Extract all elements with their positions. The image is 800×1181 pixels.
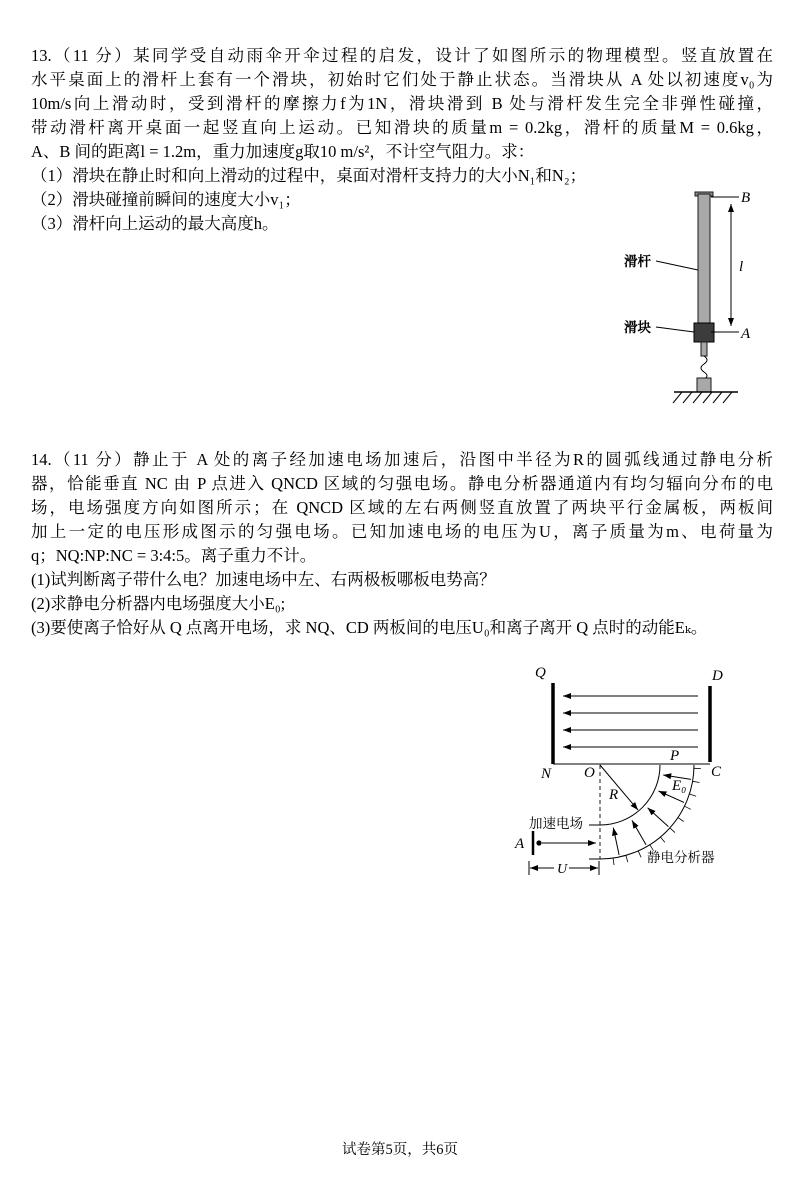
label-Q: Q (535, 665, 546, 681)
label-analyzer: 静电分析器 (647, 850, 715, 865)
problem-13-line-1: 13.（11 分）某同学受自动雨伞开伞过程的启发，设计了如图所示的物理模型。竖直放置在 (31, 46, 773, 65)
rod-lower-stem (701, 342, 707, 356)
label-slider: 滑块 (624, 320, 651, 335)
label-B: B (741, 190, 751, 206)
problem-13-diagram (598, 180, 783, 420)
problem-13-line-4: 带动滑杆离开桌面一起竖直向上运动。已知滑块的质量m = 0.2kg，滑杆的质量M = 0.6kg， (31, 118, 773, 137)
point-labels (535, 665, 723, 865)
problem-14-diagram (495, 658, 765, 893)
rod (698, 194, 710, 342)
callouts (624, 253, 698, 335)
parallel-plates (553, 683, 710, 764)
problem-13-question-1: （1）滑块在静止时和向上滑动的过程中，桌面对滑杆支持力的大小N₁和N₂； (31, 166, 587, 185)
label-rod: 滑杆 (624, 254, 651, 269)
problem-13-line-2: 水平桌面上的滑杆上套有一个滑块，初始时它们处于静止状态。当滑块从 A 处以初速度v₀为 (31, 70, 773, 89)
label-A: A (741, 326, 751, 342)
spring-squiggle (701, 356, 707, 379)
radius-R-arrow (600, 765, 638, 810)
base-pedestal (697, 378, 711, 392)
leader-slider (656, 327, 694, 332)
page-footer: 试卷第5页，共6页 (342, 1142, 458, 1158)
label-D: D (712, 668, 723, 684)
problem-14-line-3: 场，电场强度方向如图所示；在 QNCD 区域的左右两侧竖直放置了两块平行金属板，两板间 (31, 498, 773, 517)
ground (673, 392, 738, 403)
label-N: N (541, 766, 552, 782)
problem-13-question-2: （2）滑块碰撞前瞬间的速度大小v₁； (31, 190, 301, 209)
problem-13-line-5: A、B 间的距离l = 1.2m，重力加速度g取10 m/s²，不计空气阻力。求： (31, 142, 535, 161)
problem-14-question-1: (1)试判断离子带什么电？加速电场中左、右两极板哪板电势高？ (31, 570, 496, 589)
label-C: C (711, 764, 722, 780)
rod-figure (694, 192, 714, 392)
problem-13-question-3: （3）滑杆向上运动的最大高度h。 (31, 214, 279, 233)
label-O: O (584, 765, 595, 781)
problem-14-question-3: (3)要使离子恰好从 Q 点离开电场，求 NQ、CD 两板间的电压U₀和离子离开 Q 点时的动能Eₖ。 (31, 618, 708, 637)
accelerating-field (514, 815, 599, 877)
label-R: R (609, 787, 619, 803)
label-accel-field: 加速电场 (529, 816, 583, 831)
label-l: l (739, 259, 744, 275)
problem-14-question-2: (2)求静电分析器内电场强度大小E₀; (31, 594, 286, 613)
problem-14-line-5: q；NQ:NP:NC = 3:4:5。离子重力不计。 (31, 546, 317, 565)
label-P: P (670, 748, 680, 764)
label-U: U (557, 862, 568, 877)
problem-14-line-4: 加上一定的电压形成图示的匀强电场。已知加速电场的电压为U，离子质量为m、电荷量为 (31, 522, 773, 541)
problem-14-text (31, 448, 773, 640)
problem-14-line-1: 14.（11 分）静止于 A 处的离子经加速电场加速后，沿图中半径为R的圆弧线通过静电分析 (31, 450, 773, 469)
problem-13-line-3: 10m/s向上滑动时，受到滑杆的摩擦力f为1N，滑块滑到 B 处与滑杆发生完全非弹性碰撞， (31, 94, 773, 113)
label-A: A (515, 836, 525, 852)
dimension-l (711, 190, 751, 342)
problem-14-line-2: 器，恰能垂直 NC 由 P 点进入 QNCD 区域的匀强电场。静电分析器通道内有均匀辐向分布的电 (31, 474, 773, 493)
label-E0: E₀ (672, 778, 687, 794)
ion-dot (536, 840, 541, 845)
leader-rod (656, 261, 698, 270)
